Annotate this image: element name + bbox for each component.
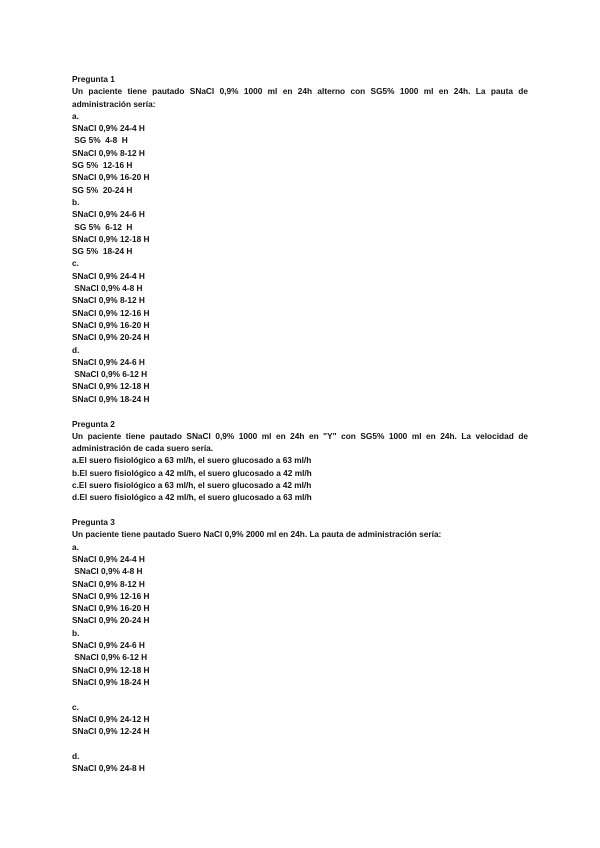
answer-line: SNaCl 0,9% 24-6 H [72,640,145,651]
answer-line: d. [72,344,80,355]
answer-line: SNaCl 0,9% 16-20 H [72,172,150,183]
answer-line: SNaCl 0,9% 20-24 H [72,332,150,343]
question-title: Pregunta 3 [72,517,115,528]
answer-line: SNaCl 0,9% 24-6 H [72,356,145,367]
answer-line: c. [72,258,79,269]
answer-line: SNaCl 0,9% 4-8 H [72,283,143,294]
question-text: Un paciente tiene pautado SNaCl 0,9% 1000 ml en 24h en "Y" con SG5% 1000 ml en 24h. La velocidad de administración de cada suero sería. [72,430,528,454]
blank-line [72,688,528,700]
answer-line: SNaCl 0,9% 18-24 H [72,676,150,687]
answer-line: SNaCl 0,9% 8-12 H [72,295,145,306]
answer-line: SNaCl 0,9% 24-12 H [72,713,150,724]
blank-line [72,737,528,749]
answer-line: SNaCl 0,9% 24-4 H [72,123,145,134]
answer-line: SNaCl 0,9% 12-24 H [72,726,150,737]
answer-line: SG 5% 18-24 H [72,246,133,257]
question-text: Un paciente tiene pautado Suero NaCl 0,9% 2000 ml en 24h. La pauta de administración sería: [72,529,442,540]
answer-line: SNaCl 0,9% 16-20 H [72,603,150,614]
answer-options [72,541,528,775]
answer-line: SG 5% 20-24 H [72,184,133,195]
answer-line: a. [72,110,79,121]
question-text: Un paciente tiene pautado SNaCl 0,9% 1000 ml en 24h alterno con SG5% 1000 ml en 24h. La pauta de administración sería: [72,86,528,109]
answer-line: b. [72,196,80,207]
answer-line: SG 5% 6-12 H [72,221,133,232]
answer-line: a. [72,541,79,552]
answer-line: SNaCl 0,9% 8-12 H [72,147,145,158]
question-1 [72,73,528,405]
answer-line: d.El suero fisiológico a 42 ml/h, el suero glucosado a 63 ml/h [72,492,312,503]
answer-line: b. [72,627,80,638]
question-3 [72,516,528,774]
answer-line: SNaCl 0,9% 6-12 H [72,369,148,380]
answer-line: SNaCl 0,9% 12-18 H [72,381,150,392]
answer-line: SNaCl 0,9% 12-18 H [72,664,150,675]
answer-options [72,110,528,405]
answer-options [72,454,528,503]
document-page [72,73,528,774]
answer-line: SNaCl 0,9% 6-12 H [72,652,148,663]
answer-line: SNaCl 0,9% 24-4 H [72,270,145,281]
answer-line: b.El suero fisiológico a 42 ml/h, el suero glucosado a 42 ml/h [72,467,312,478]
answer-line: SG 5% 4-8 H [72,135,128,146]
answer-line: SNaCl 0,9% 24-8 H [72,763,145,774]
answer-line: SNaCl 0,9% 20-24 H [72,615,150,626]
answer-line: a.El suero fisiológico a 63 ml/h, el suero glucosado a 63 ml/h [72,455,312,466]
answer-line: c.El suero fisiológico a 63 ml/h, el suero glucosado a 42 ml/h [72,480,312,490]
answer-line: c. [72,701,79,712]
answer-line: SNaCl 0,9% 12-18 H [72,233,150,244]
answer-line: d. [72,750,80,761]
answer-line: SNaCl 0,9% 4-8 H [72,566,143,577]
answer-line: SNaCl 0,9% 24-6 H [72,209,145,220]
answer-line: SNaCl 0,9% 24-4 H [72,553,145,564]
answer-line: SNaCl 0,9% 12-16 H [72,590,150,601]
question-2 [72,418,528,504]
answer-line: SG 5% 12-16 H [72,160,133,171]
answer-line: SNaCl 0,9% 12-16 H [72,307,150,318]
question-title: Pregunta 2 [72,418,115,429]
answer-line: SNaCl 0,9% 16-20 H [72,319,150,330]
answer-line: SNaCl 0,9% 18-24 H [72,393,150,404]
question-title: Pregunta 1 [72,74,115,84]
answer-line: SNaCl 0,9% 8-12 H [72,578,145,589]
